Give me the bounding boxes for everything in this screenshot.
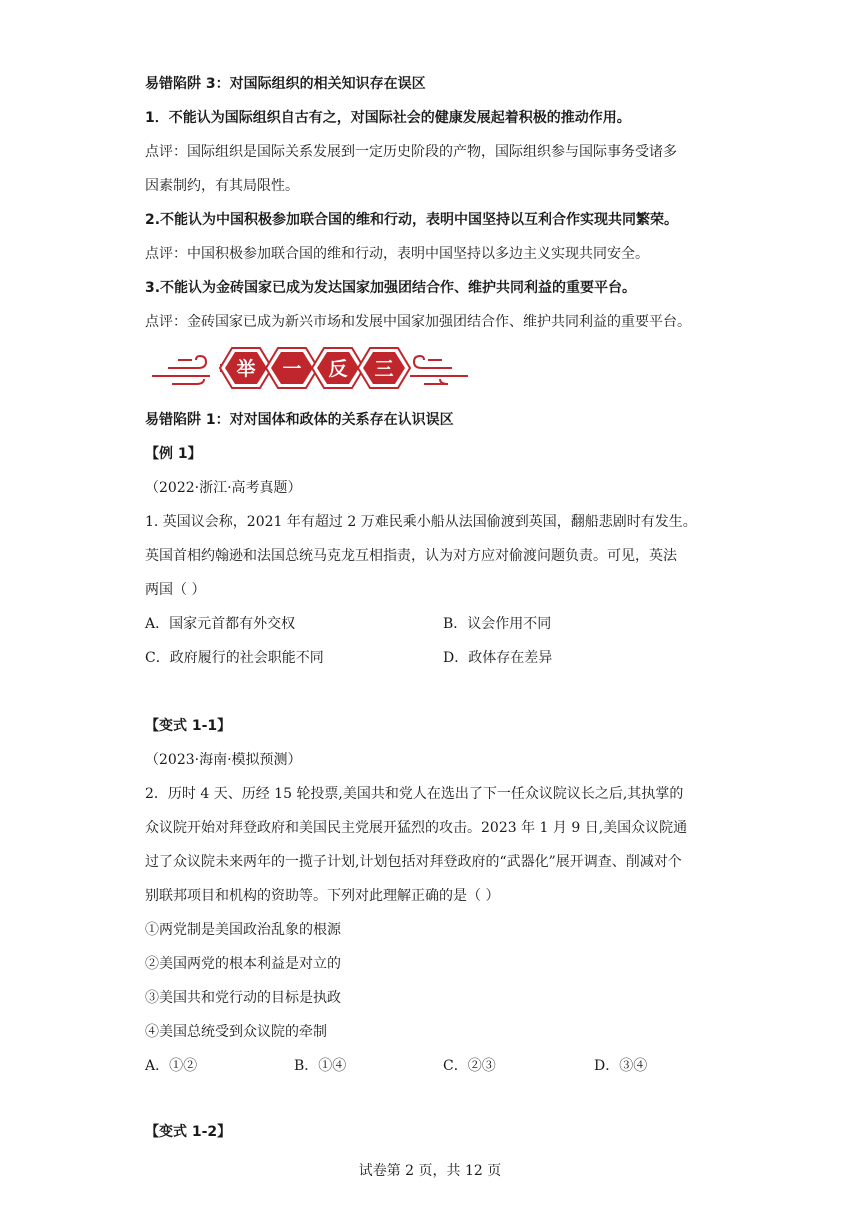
example1-source: （2022·浙江·高考真题） bbox=[145, 480, 302, 496]
trap3-comment3: 点评：金砖国家已成为新兴市场和发展中国家加强团结合作、维护共同利益的重要平台。 bbox=[145, 314, 691, 330]
variant11-statement-3: ③美国共和党行动的目标是执政 bbox=[145, 990, 341, 1006]
variant12-tag: 【变式 1-2】 bbox=[145, 1124, 232, 1140]
trap3-comment1-line1: 点评：国际组织是国际关系发展到一定历史阶段的产物，国际组织参与国际事务受诸多 bbox=[145, 144, 677, 160]
variant11-question-line1: 2．历时 4 天、历经 15 轮投票,美国共和党人在选出了下一任众议院议长之后,其执掌的 bbox=[145, 786, 684, 802]
example1-option-a: A．国家元首都有外交权 bbox=[145, 616, 296, 632]
trap3-point3: 3.不能认为金砖国家已成为发达国家加强团结合作、维护共同利益的重要平台。 bbox=[145, 280, 637, 296]
example1-option-d: D．政体存在差异 bbox=[443, 650, 553, 666]
trap3-point2: 2.不能认为中国积极参加联合国的维和行动，表明中国坚持以互利合作实现共同繁荣。 bbox=[145, 212, 679, 228]
variant11-statement-4: ④美国总统受到众议院的牵制 bbox=[145, 1024, 327, 1040]
section-banner bbox=[150, 340, 470, 396]
variant11-question-line4: 别联邦项目和机构的资助等。下列对此理解正确的是（ ） bbox=[145, 888, 500, 904]
variant11-option-b: B．①④ bbox=[294, 1058, 347, 1074]
variant11-source: （2023·海南·模拟预测） bbox=[145, 752, 302, 768]
trap1-title: 易错陷阱 1：对对国体和政体的关系存在认识误区 bbox=[145, 412, 454, 428]
right-cloud-ornament bbox=[410, 356, 468, 384]
variant11-option-a: A．①② bbox=[145, 1058, 198, 1074]
trap3-comment1-line2: 因素制约，有其局限性。 bbox=[145, 178, 299, 194]
banner-char-1: 举 bbox=[236, 358, 256, 380]
trap3-point1: 1．不能认为国际组织自古有之，对国际社会的健康发展起着积极的推动作用。 bbox=[145, 110, 631, 126]
banner-char-2: 一 bbox=[282, 358, 302, 380]
trap3-comment2: 点评：中国积极参加联合国的维和行动，表明中国坚持以多边主义实现共同安全。 bbox=[145, 246, 649, 262]
banner-char-4: 三 bbox=[374, 358, 394, 380]
variant11-tag: 【变式 1-1】 bbox=[145, 718, 232, 734]
left-cloud-ornament bbox=[152, 356, 210, 384]
variant11-option-d: D．③④ bbox=[594, 1058, 648, 1074]
example1-tag: 【例 1】 bbox=[145, 446, 202, 462]
example1-question-line2: 英国首相约翰逊和法国总统马克龙互相指责，认为对方应对偷渡问题负责。可见，英法 bbox=[145, 548, 677, 564]
variant11-option-c: C．②③ bbox=[443, 1058, 496, 1074]
variant11-statement-2: ②美国两党的根本利益是对立的 bbox=[145, 956, 341, 972]
banner-char-3: 反 bbox=[328, 358, 348, 380]
example1-question-line1: 1. 英国议会称，2021 年有超过 2 万难民乘小船从法国偷渡到英国，翻船悲剧时有发生。 bbox=[145, 514, 697, 530]
variant11-question-line3: 过了众议院未来两年的一揽子计划,计划包括对拜登政府的“武器化”展开调查、削减对个 bbox=[145, 854, 682, 870]
example1-question-line3: 两国（ ） bbox=[145, 582, 206, 598]
trap3-title: 易错陷阱 3：对国际组织的相关知识存在误区 bbox=[145, 76, 426, 92]
variant11-statement-1: ①两党制是美国政治乱象的根源 bbox=[145, 922, 341, 938]
variant11-question-line2: 众议院开始对拜登政府和美国民主党展开猛烈的攻击。2023 年 1 月 9 日,美国众议院通 bbox=[145, 820, 688, 836]
example1-option-b: B．议会作用不同 bbox=[443, 616, 552, 632]
banner-graphic bbox=[150, 340, 470, 396]
example1-option-c: C．政府履行的社会职能不同 bbox=[145, 650, 324, 666]
page-footer: 试卷第 2 页，共 12 页 bbox=[358, 1163, 502, 1179]
